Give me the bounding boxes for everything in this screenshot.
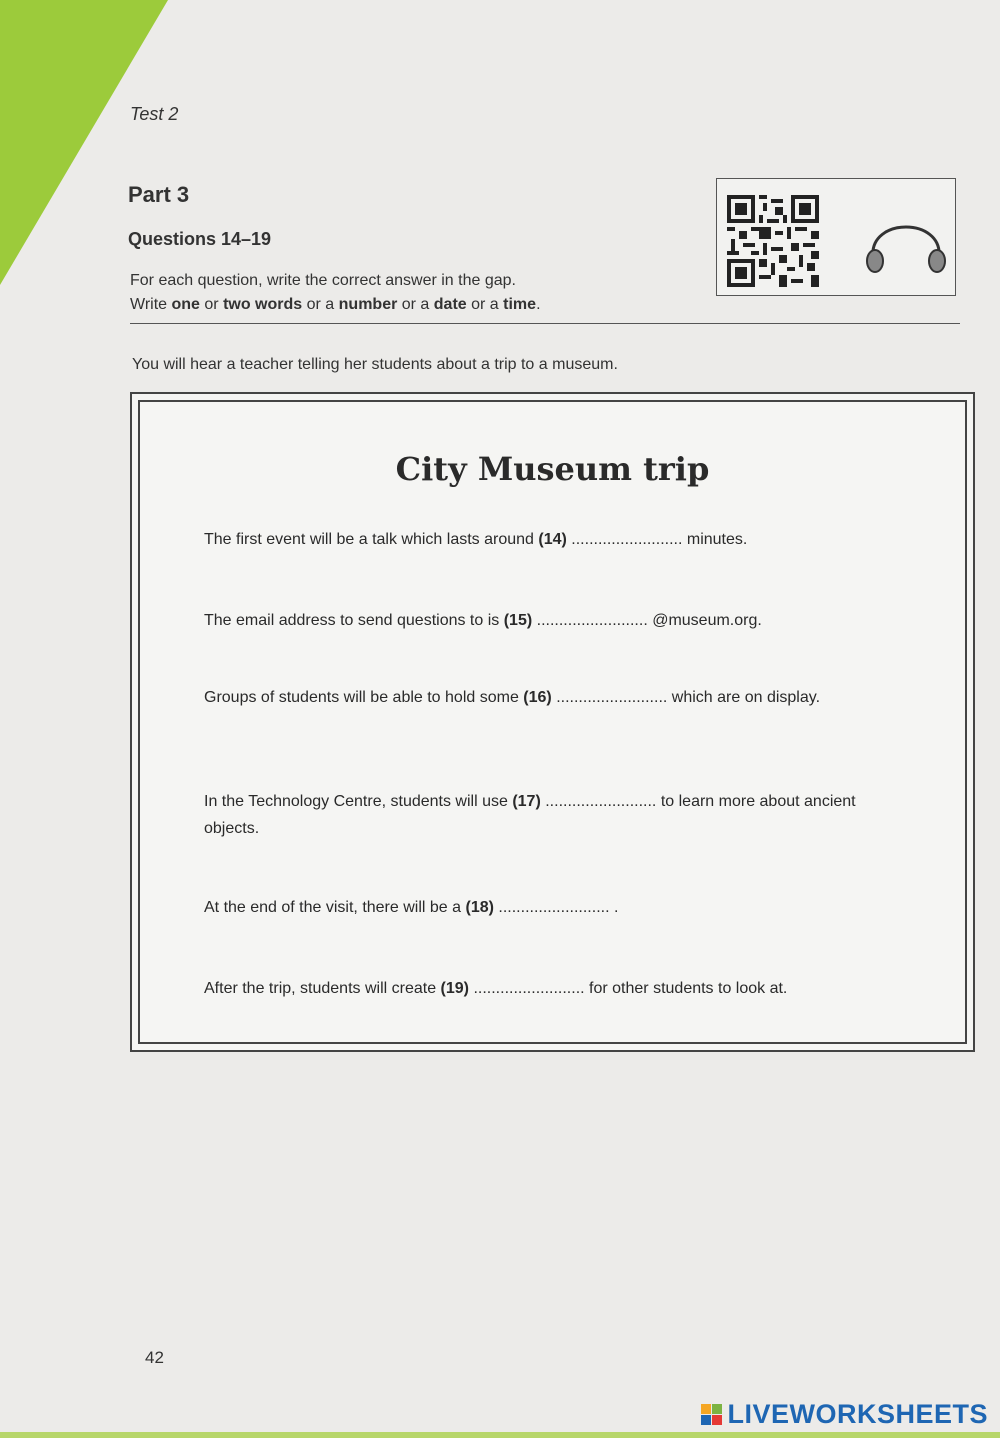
page-number: 42 [145,1348,164,1367]
answer-gap[interactable]: ......................... [571,531,683,548]
question-number: (17) [512,793,541,810]
divider [130,323,960,324]
instr-part: or a [466,296,504,313]
question-text: The first event will be a talk which lasts around [204,531,539,548]
logo-square [701,1415,711,1425]
logo-square [712,1404,722,1414]
question-text: which are on display. [667,689,821,706]
answer-gap[interactable]: ......................... [556,689,668,706]
question-text: for other students to look at. [584,980,788,997]
question-text: The email address to send questions to is [204,612,504,629]
instr-part: two words [223,296,303,313]
question-text: to learn more about ancient objects. [204,793,856,837]
watermark-text: LIVEWORKSHEETS [727,1399,988,1429]
instr-part: or a [302,296,339,313]
question-number: (16) [523,689,552,706]
instruction-line-2 [130,296,541,314]
instr-part: or [199,296,224,313]
question-text: In the Technology Centre, students will use [204,793,513,810]
question-16 [204,684,854,711]
question-18 [204,894,904,921]
instr-part: . [536,296,541,313]
question-text: At the end of the visit, there will be a [204,899,466,916]
answer-gap[interactable]: ......................... [473,980,585,997]
answer-gap[interactable]: ......................... [498,899,610,916]
question-number: (14) [538,531,567,548]
question-number: (19) [440,980,469,997]
instr-part: or a [397,296,434,313]
question-text: Groups of students will be able to hold some [204,689,524,706]
question-17 [204,788,874,842]
logo-square [701,1404,711,1414]
instr-part: Write [130,296,172,313]
question-number: (18) [465,899,494,916]
qr-code-icon[interactable] [727,195,819,287]
question-text: minutes. [682,531,748,548]
intro-text: You will hear a teacher telling her students about a trip to a museum. [132,356,618,373]
question-text: After the trip, students will create [204,980,441,997]
question-text: . [609,899,619,916]
part-title: Part 3 [128,182,190,207]
notes-box [130,392,975,1052]
answer-gap[interactable]: ......................... [545,793,657,810]
notes-box-inner [138,400,967,1044]
question-15 [204,607,904,634]
question-number: (15) [503,612,533,629]
instr-part: time [503,296,537,313]
liveworksheets-logo-icon [701,1404,722,1425]
audio-box[interactable] [716,178,956,296]
instruction-line-1: For each question, write the correct answer in the gap. [130,272,516,289]
instr-part: one [171,296,200,313]
instr-part: number [338,296,398,313]
logo-square [712,1415,722,1425]
headphones-icon[interactable] [863,205,949,277]
instr-part: date [433,296,467,313]
answer-gap[interactable]: ......................... [536,612,648,629]
questions-range: Questions 14–19 [128,229,272,249]
question-19 [204,975,934,1002]
test-label: Test 2 [130,104,179,124]
question-text: @museum.org. [647,612,762,629]
liveworksheets-watermark [701,1399,988,1430]
box-title: City Museum trip [395,450,710,488]
bottom-stripe [0,1432,1000,1438]
question-14 [204,526,904,553]
